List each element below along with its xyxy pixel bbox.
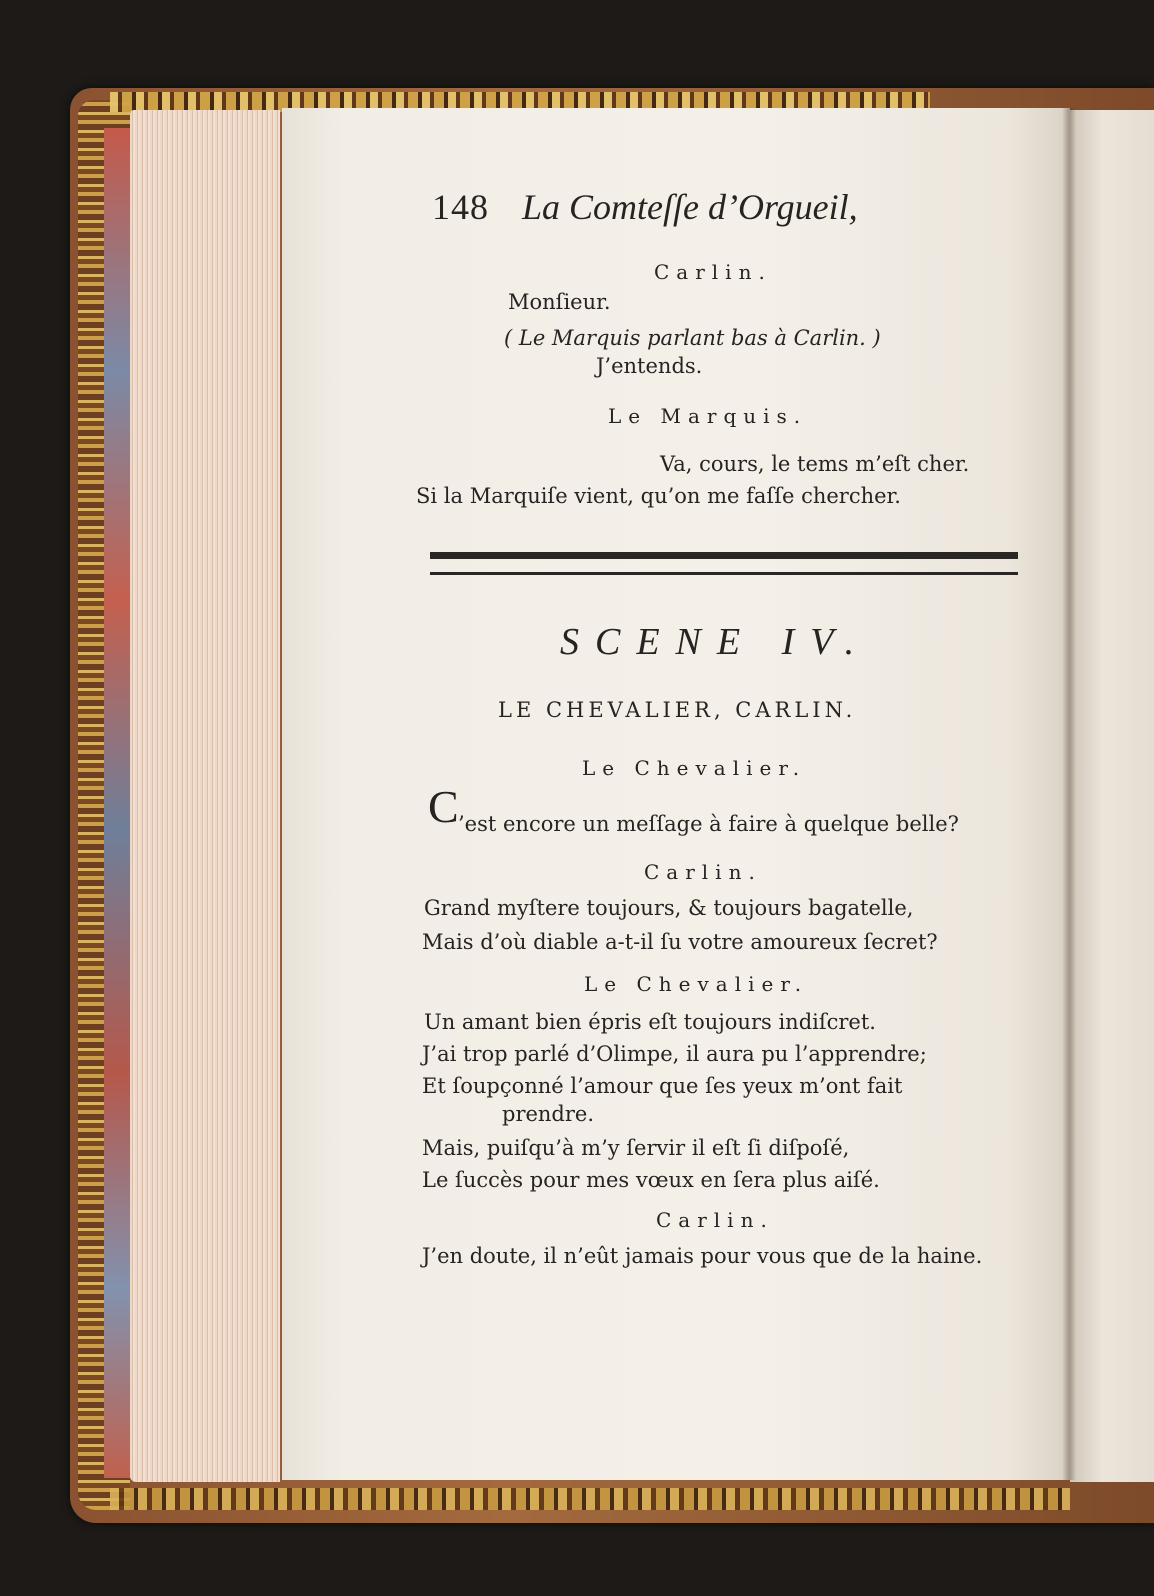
verse-line: J’en doute, il n’eût jamais pour vous que de la haine. xyxy=(422,1244,983,1268)
running-title: La Comteſſe d’Orgueil, xyxy=(522,187,858,227)
verse-line: Mais d’où diable a-t-il ſu votre amoureux ſecret? xyxy=(422,930,938,954)
verse-line: Mais, puiſqu’à m’y ſervir il eſt ſi diſpoſé, xyxy=(422,1136,850,1160)
speaker-marquis: Le Marquis. xyxy=(608,404,808,428)
verse-line: Le ſuccès pour mes vœux en ſera plus aiſé. xyxy=(422,1168,880,1192)
page-edges xyxy=(130,110,280,1482)
book-page xyxy=(282,108,1070,1480)
verse-line: ’est encore un meſſage à faire à quelque belle? xyxy=(458,812,959,836)
speaker-carlin: Carlin. xyxy=(644,860,762,884)
verse-line-continuation: prendre. xyxy=(502,1102,595,1126)
running-header xyxy=(432,186,858,228)
verse-line: Grand myſtere toujours, & toujours bagatelle, xyxy=(424,896,914,920)
page-gutter xyxy=(1062,108,1076,1480)
speaker-chevalier: Le Chevalier. xyxy=(584,972,809,996)
speaker-chevalier: Le Chevalier. xyxy=(582,756,807,780)
line-monsieur: Monſieur. xyxy=(508,290,611,314)
facing-page xyxy=(1070,110,1154,1482)
thin-rule xyxy=(430,572,1018,575)
scene-title: SCENE IV. xyxy=(560,621,871,663)
verse-line: Va, cours, le tems m’eſt cher. xyxy=(660,452,970,476)
stage-direction: ( Le Marquis parlant bas à Carlin. ) xyxy=(504,326,881,350)
scene-characters: LE CHEVALIER, CARLIN. xyxy=(498,698,857,722)
speaker-carlin: Carlin. xyxy=(654,260,772,284)
line-jentends: J’entends. xyxy=(596,354,703,378)
drop-cap: C xyxy=(428,781,459,832)
verse-line: J’ai trop parlé d’Olimpe, il aura pu l’apprendre; xyxy=(422,1042,927,1066)
gilt-bottom-border xyxy=(110,1488,1070,1510)
thick-rule xyxy=(430,552,1018,559)
verse-line: Un amant bien épris eſt toujours indiſcret. xyxy=(424,1010,876,1034)
verse-line: Et ſoupçonné l’amour que ſes yeux m’ont fait xyxy=(422,1074,903,1098)
speaker-carlin: Carlin. xyxy=(656,1208,774,1232)
verse-line: Si la Marquiſe vient, qu’on me faſſe chercher. xyxy=(416,484,901,508)
page-number: 148 xyxy=(432,187,489,227)
